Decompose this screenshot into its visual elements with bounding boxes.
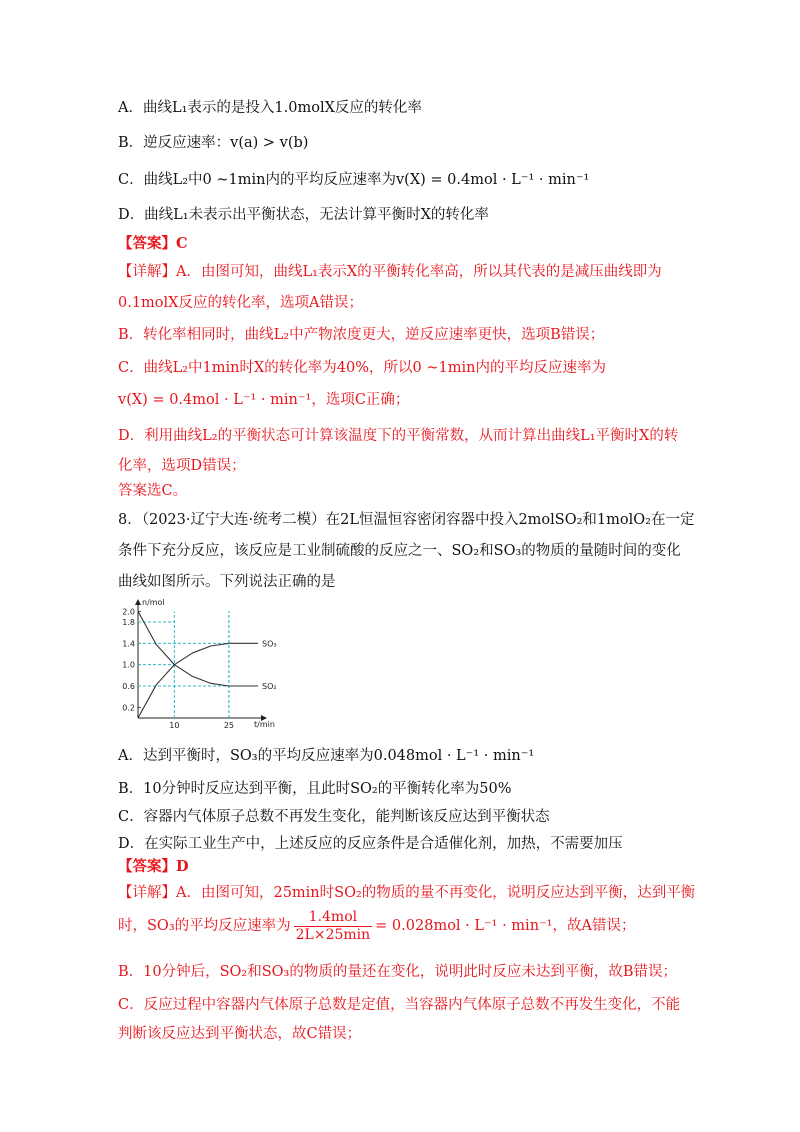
q7-option-d: D．曲线L₁未表示出平衡状态，无法计算平衡时X的转化率: [118, 207, 489, 223]
q8-explanation-a2-suffix: = 0.028mol · L⁻¹ · min⁻¹，故A错误；: [375, 918, 636, 934]
fraction-denominator: 2L×25min: [295, 926, 371, 943]
q7-explanation-d1: D．利用曲线L₂的平衡状态可计算该温度下的平衡常数，从而计算出曲线L₁平衡时X的转: [118, 428, 679, 444]
q8-option-d: D．在实际工业生产中，上述反应的反应条件是合适催化剂，加热，不需要加压: [118, 836, 623, 852]
q7-option-a: A．曲线L₁表示的是投入1.0molX反应的转化率: [118, 100, 422, 116]
x-axis-label: t/min: [254, 720, 275, 729]
q8-explanation-a1: 【详解】A．由图可知，25min时SO₂的物质的量不再变化，说明反应达到平衡，达到平衡: [118, 885, 696, 901]
q8-answer: 【答案】D: [118, 858, 189, 875]
q7-explanation-a1: 【详解】A．由图可知，曲线L₁表示X的平衡转化率高，所以其代表的是减压曲线即为: [118, 264, 662, 280]
q8-option-a: A．达到平衡时，SO₃的平均反应速率为0.048mol · L⁻¹ · min⁻¹: [118, 748, 535, 764]
q8-explanation-a2-prefix: 时，SO₃的平均反应速率为: [118, 918, 291, 934]
q7-answer: 【答案】C: [118, 235, 188, 252]
y-tick-label: 2.0: [122, 607, 135, 617]
q7-conclusion: 答案选C。: [118, 483, 188, 499]
y-tick-label: 0.2: [122, 703, 135, 713]
fraction-numerator: 1.4mol: [294, 909, 373, 927]
q8-explanation-c2: 判断该反应达到平衡状态，故C错误；: [118, 1026, 362, 1042]
y-axis-label: n/mol: [142, 598, 165, 607]
q7-option-c: C．曲线L₂中0 ~1min内的平均反应速率为v(X) = 0.4mol · L⁻¹ · min⁻¹: [118, 172, 590, 188]
q7-explanation-b: B．转化率相同时，曲线L₂中产物浓度更大，逆反应速率更快，选项B错误；: [118, 327, 605, 343]
mole-vs-time-chart: [112, 594, 277, 734]
q8-option-c: C．容器内气体原子总数不再发生变化，能判断该反应达到平衡状态: [118, 809, 550, 825]
q8-explanation-c1: C．反应过程中容器内气体原子总数是定值，当容器内气体原子总数不再发生变化，不能: [118, 997, 681, 1013]
legend-label: SO₂: [262, 682, 277, 691]
q8-option-b: B．10分钟时反应达到平衡，且此时SO₂的平衡转化率为50%: [118, 781, 512, 797]
q7-explanation-a2: 0.1molX反应的转化率，选项A错误；: [118, 295, 363, 311]
q7-option-b: B．逆反应速率：v(a) > v(b): [118, 135, 309, 151]
q8-stem-line2: 条件下充分反应，该反应是工业制硫酸的反应之一、SO₂和SO₃的物质的量随时间的变化: [118, 543, 681, 559]
q8-explanation-b: B．10分钟后，SO₂和SO₃的物质的量还在变化，说明此时反应未达到平衡，故B错误；: [118, 964, 678, 980]
q7-explanation-d2: 化率，选项D错误；: [118, 458, 246, 474]
q8-stem-line3: 曲线如图所示。下列说法正确的是: [118, 574, 336, 590]
series-line-so2: [138, 611, 258, 686]
q7-explanation-c1: C．曲线L₂中1min时X的转化率为40%，所以0 ~1min内的平均反应速率为: [118, 360, 606, 376]
rate-fraction: [294, 909, 373, 944]
y-tick-label: 1.8: [122, 618, 135, 627]
series-line-so3: [138, 643, 258, 718]
x-tick-label: 10: [169, 721, 180, 730]
q8-explanation-a2: [118, 908, 635, 944]
y-tick-label: 0.6: [122, 682, 135, 691]
y-tick-label: 1.4: [122, 639, 135, 649]
q7-explanation-c2: v(X) = 0.4mol · L⁻¹ · min⁻¹，选项C正确；: [118, 392, 410, 408]
y-tick-label: 1.0: [122, 660, 135, 670]
q8-stem-line1: 8．（2023·辽宁大连·统考二模）在2L恒温恒容密闭容器中投入2molSO₂和1molO₂在一定: [118, 512, 695, 528]
legend-label: SO₃: [262, 639, 277, 649]
x-tick-label: 25: [223, 721, 235, 730]
